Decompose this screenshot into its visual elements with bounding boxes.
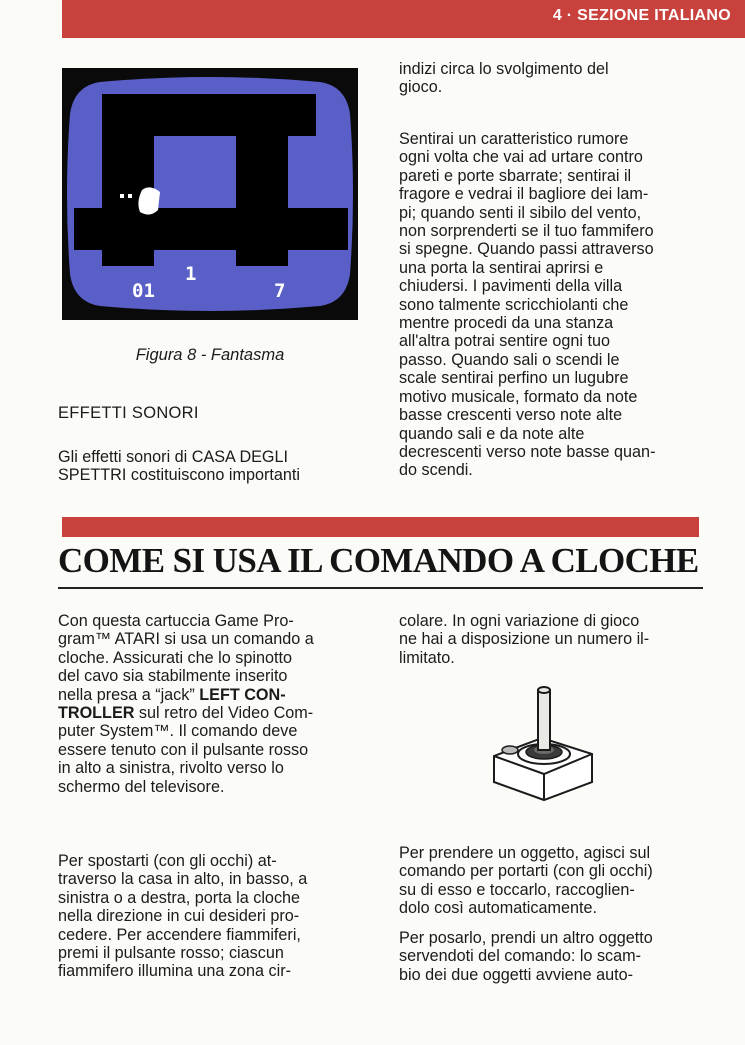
header-bar [62, 0, 745, 38]
game-screen-svg [62, 68, 358, 320]
figure-caption: Figura 8 - Fantasma [135, 346, 285, 364]
score-left: 01 [132, 280, 155, 302]
joystick-icon [488, 684, 598, 804]
sound-effects-text: Gli effetti sonori di CASA DEGLI SPETTRI costituiscono importanti [58, 448, 300, 485]
joystick-para-1 [58, 612, 368, 796]
ghost-sprite [138, 187, 160, 214]
game-screenshot [62, 68, 358, 320]
sound-effects-heading: EFFETTI SONORI [58, 404, 199, 422]
joystick-para-5: Per posarlo, prendi un altro oggetto servendoti del comando: lo scam- bio dei due oggetti avviene auto- [399, 929, 653, 984]
section-title: COME SI USA IL COMANDO A CLOCHE [58, 541, 699, 580]
title-rule [58, 587, 703, 589]
section-divider-bar [62, 517, 699, 537]
joystick-para-2: colare. In ogni variazione di gioco ne hai a disposizione un numero il- limitato. [399, 612, 650, 667]
joystick-para-1-b: sul retro del Video Com- puter System™. Il comando deve essere tenuto con il pulsante rosso in alto a sinistra, rivolto verso lo schermo del televisore. [58, 704, 314, 796]
score-right: 7 [274, 280, 286, 302]
top-right-para-1: indizi circa lo svolgimento del gioco. [399, 60, 609, 97]
left-controller-label: LEFT CON- TROLLER [58, 685, 286, 723]
top-right-para-2: Sentirai un caratteristico rumore ogni volta che vai ad urtare contro pareti e porte sbarrate; sentirai il fragore e vedrai il bagliore dei lam- pi; quando senti il sibilo del vento, non sorprenderti se il tuo fammifero si spegne. Quando passi attraverso una porta la sentirai aprirsi e chiudersi. I pavimenti della villa sono talmente scricchiolanti che mentre procedi da una stanza all'altra potrai sentire ogni tuo passo. Quando sali o scendi le scale sentirai perfino un lugubre motivo musicale, formato da note basse crescenti verso note alte quando sali e da note alte decrescenti verso note basse quan- do scendi. [399, 130, 656, 480]
joystick-para-4: Per prendere un oggetto, agisci sul comando per portarti (con gli occhi) su di esso e toccarlo, raccoglien- dolo così automaticamente. [399, 844, 653, 918]
joystick-para-1-a: Con questa cartuccia Game Pro- gram™ ATARI si usa un comando a cloche. Assicurati che lo spinotto del cavo sia stabilmente inserito nella presa a “jack” [58, 612, 314, 704]
joystick-para-3: Per spostarti (con gli occhi) at- traverso la casa in alto, in basso, a sinistra o a destra, porta la cloche nella direzione in cui desideri pro- cedere. Per accendere fiammiferi, premi il pulsante rosso; ciascun fiammifero illumina una zona cir- [58, 852, 308, 981]
score-mid: 1 [185, 263, 197, 285]
section-label: 4 · SEZIONE ITALIANO [552, 7, 731, 24]
